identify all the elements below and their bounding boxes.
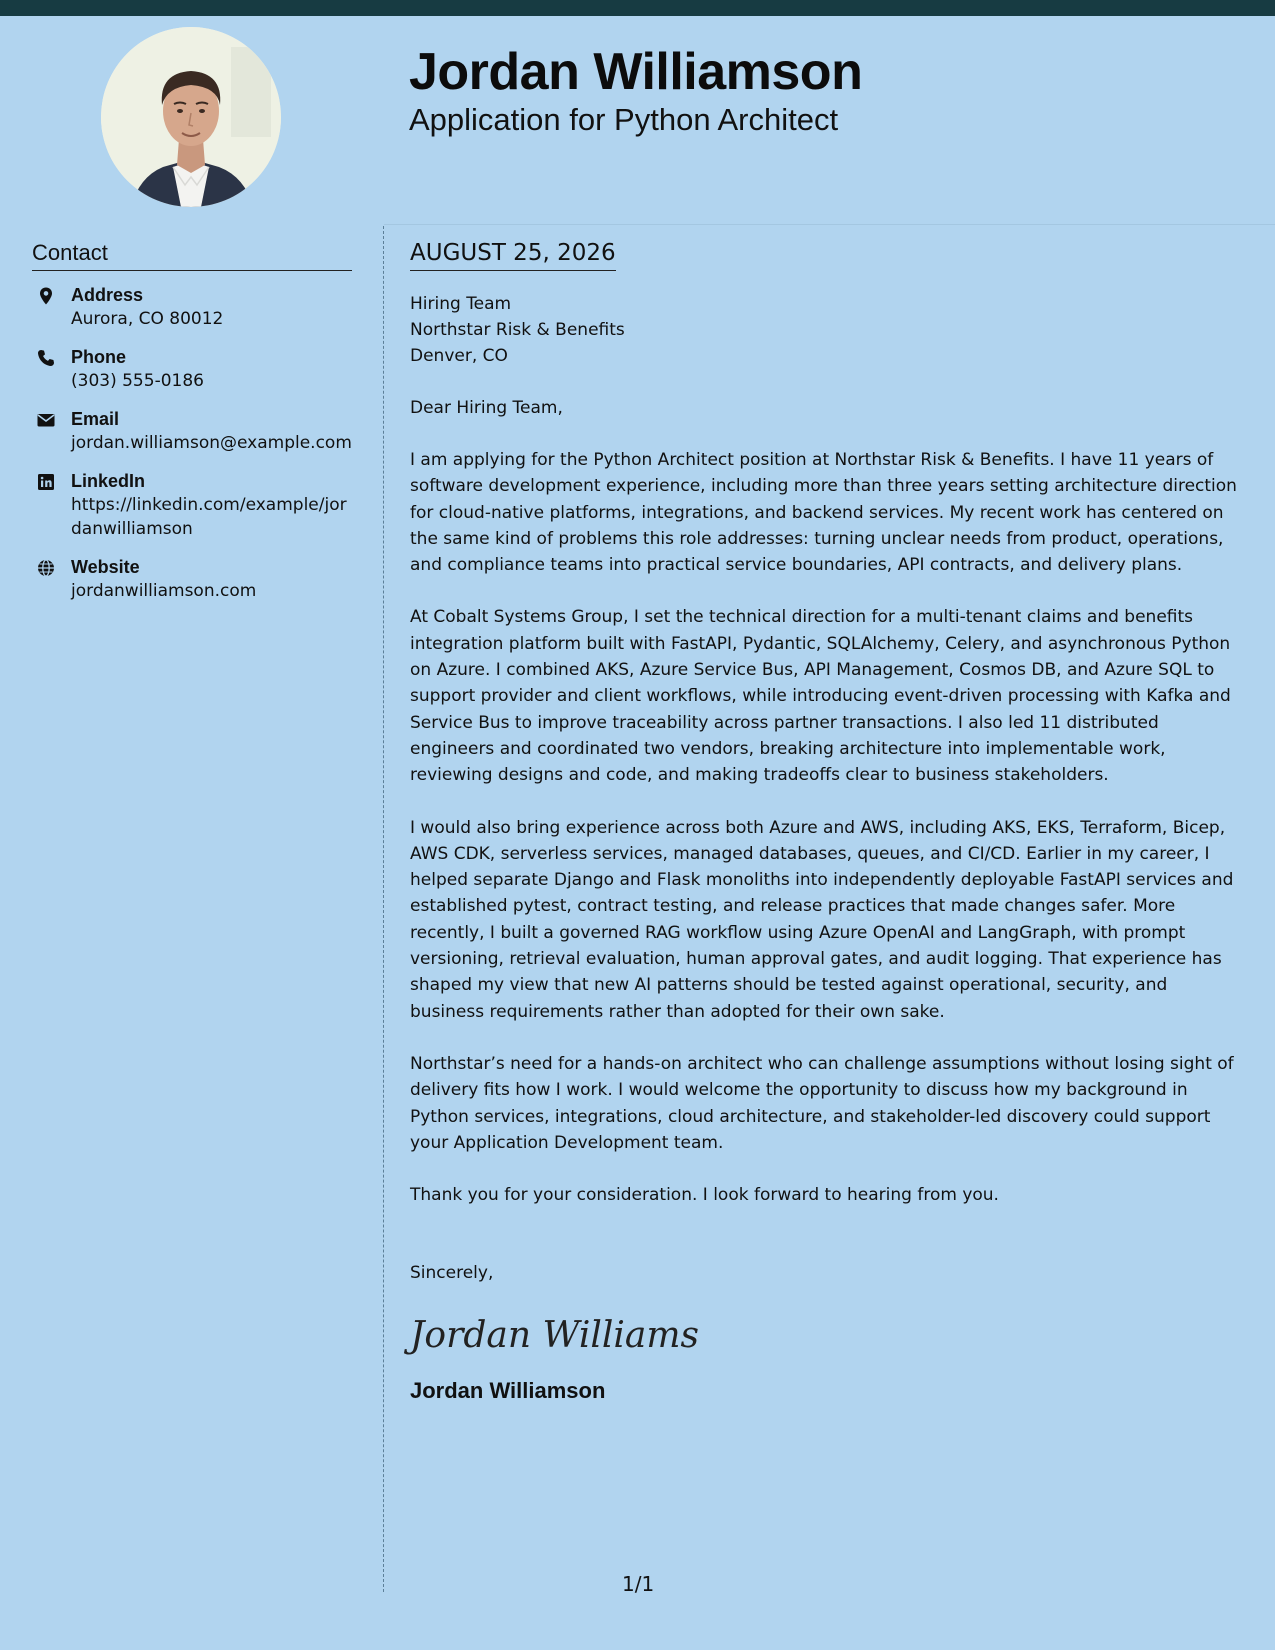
letter-paragraph: At Cobalt Systems Group, I set the technical direction for a multi-tenant claims and benefits integration platform built with FastAPI, Pydantic, SQLAlchemy, Celery, and asynchronous Python on Azure. I combined AKS, Azure Service Bus, API Management, Cosmos DB, and Azure SQL to support provider and client workflows, while introducing event-driven processing with Kafka and Service Bus to improve traceability across partner transactions. I also led 11 distributed engineers and coordinated two vendors, breaking architecture into implementable work, reviewing designs and code, and making tradeoffs clear to business stakeholders. xyxy=(410,607,1231,786)
signer-name: Jordan Williamson xyxy=(410,1378,606,1404)
contact-website xyxy=(32,555,352,603)
contact-email xyxy=(32,407,352,455)
contact-address xyxy=(32,283,352,331)
handwritten-signature: Jordan Williams xyxy=(410,1315,699,1357)
linkedin-label: LinkedIn xyxy=(71,471,146,491)
linkedin-value[interactable]: https://linkedin.com/example/jordanwilliamson xyxy=(71,495,347,539)
letter-paragraph: Thank you for your consideration. I look forward to hearing from you. xyxy=(410,1185,999,1206)
contact-sidebar xyxy=(32,240,352,617)
salutation: Dear Hiring Team, xyxy=(410,398,563,418)
application-subtitle: Application for Python Architect xyxy=(409,102,839,137)
top-bar xyxy=(0,0,1275,16)
letter-body xyxy=(410,240,1245,1404)
recipient-line: Northstar Risk & Benefits xyxy=(410,320,625,340)
recipient-line: Denver, CO xyxy=(410,346,508,366)
letter-paragraph: I would also bring experience across both Azure and AWS, including AKS, EKS, Terraform, Bicep, AWS CDK, serverless services, managed databases, queues, and CI/CD. Earlier in my career, I helped separate Django and Flask monoliths into independently deployable FastAPI services and established pytest, contract testing, and release practices that made changes safer. More recently, I built a governed RAG workflow using Azure OpenAI and LangGraph, with prompt versioning, retrieval evaluation, human approval gates, and audit logging. That experience has shaped my view that new AI patterns should be tested against operational, security, and business requirements rather than adopted for their own sake. xyxy=(410,817,1234,1022)
recipient-block xyxy=(410,291,1245,369)
website-value[interactable]: jordanwilliamson.com xyxy=(71,581,257,601)
letter-paragraph: Northstar’s need for a hands-on architect who can challenge assumptions without losing sight of delivery fits how I work. I would welcome the opportunity to discuss how my background in Python services, integrations, cloud architecture, and stakeholder-led discovery could support your Application Development team. xyxy=(410,1053,1234,1153)
email-value[interactable]: jordan.williamson@example.com xyxy=(71,433,352,453)
profile-photo xyxy=(101,27,281,207)
globe-icon xyxy=(36,558,56,578)
email-label: Email xyxy=(71,409,120,429)
page-number: 1/1 xyxy=(622,1572,655,1596)
letter-date: AUGUST 25, 2026 xyxy=(410,240,616,271)
column-divider xyxy=(383,226,384,1592)
phone-icon xyxy=(36,348,56,368)
address-value: Aurora, CO 80012 xyxy=(71,309,224,329)
linkedin-icon xyxy=(36,472,56,492)
header-rule xyxy=(384,224,1275,225)
contact-phone xyxy=(32,345,352,393)
phone-value: (303) 555-0186 xyxy=(71,371,204,391)
recipient-line: Hiring Team xyxy=(410,294,512,314)
phone-label: Phone xyxy=(71,347,127,367)
envelope-icon xyxy=(36,410,56,430)
closing: Sincerely, xyxy=(410,1263,494,1284)
portrait-image xyxy=(101,27,281,207)
contact-heading: Contact xyxy=(32,240,352,271)
address-label: Address xyxy=(71,285,144,305)
website-label: Website xyxy=(71,557,140,577)
letter-paragraph: I am applying for the Python Architect position at Northstar Risk & Benefits. I have 11 years of software development experience, including more than three years setting architecture direction for cloud-native platforms, integrations, and backend services. My recent work has centered on the same kind of problems this role addresses: turning unclear needs from product, operations, and compliance teams into practical service boundaries, API contracts, and delivery plans. xyxy=(410,450,1237,576)
contact-linkedin xyxy=(32,469,352,541)
location-pin-icon xyxy=(36,286,56,306)
applicant-name-heading: Jordan Williamson xyxy=(409,43,863,101)
